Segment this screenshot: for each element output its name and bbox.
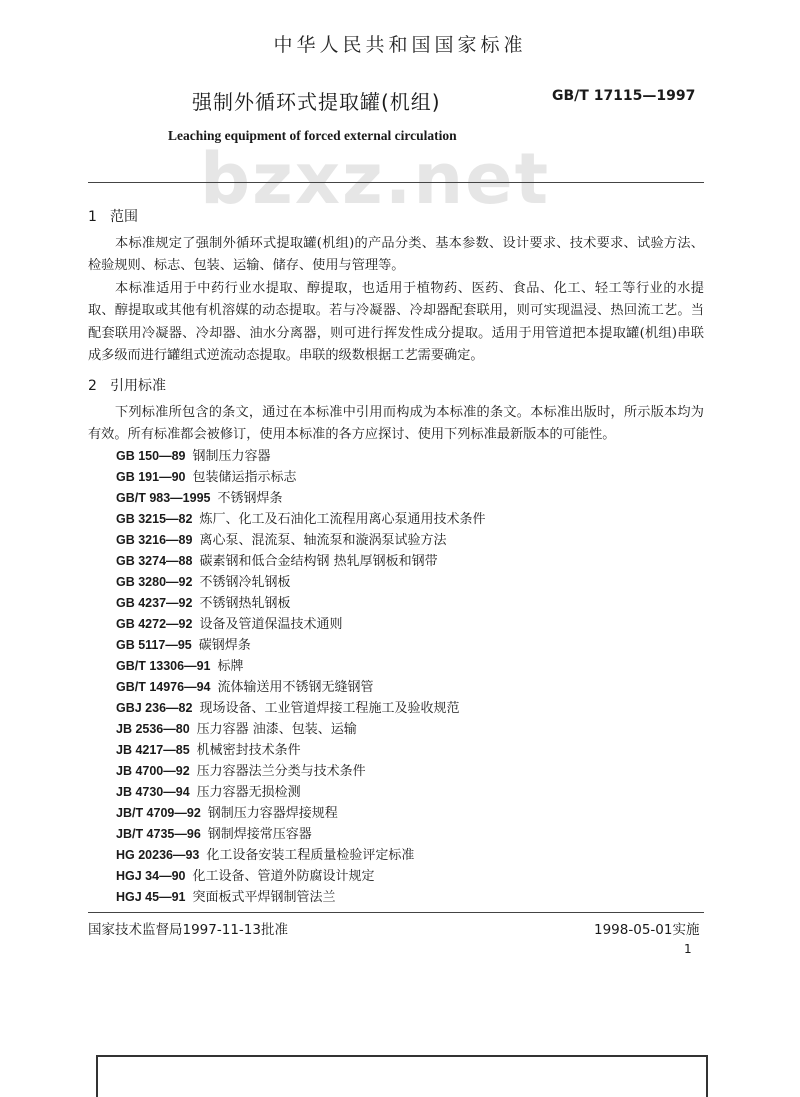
reference-name: 钢制压力容器	[192, 449, 271, 464]
reference-code: HGJ 34—90	[116, 869, 186, 883]
references-intro-paragraph: 下列标准所包含的条文，通过在本标准中引用而构成为本标准的条文。本标准出版时，所示版本均为有效。所有标准都会被修订，使用本标准的各方应探讨、使用下列标准最新版本的可能性。	[88, 405, 704, 443]
list-item	[116, 761, 485, 782]
reference-name: 突面板式平焊钢制管法兰	[192, 890, 336, 905]
list-item	[116, 656, 485, 677]
document-title-english: Leaching equipment of forced external circulation	[168, 128, 457, 143]
reference-name: 流体输送用不锈钢无缝钢管	[217, 680, 374, 695]
list-item	[116, 698, 485, 719]
reference-name: 化工设备、管道外防腐设计规定	[192, 869, 375, 884]
section-number: 1	[88, 209, 97, 225]
reference-code: GB 3274—88	[116, 554, 193, 568]
reference-name: 不锈钢焊条	[217, 491, 283, 506]
page-number: 1	[684, 942, 692, 956]
reference-code: GB/T 983—1995	[116, 491, 211, 505]
reference-name: 不锈钢冷轧钢板	[199, 575, 291, 590]
list-item	[116, 467, 485, 488]
reference-code: HG 20236—93	[116, 848, 200, 862]
reference-code: JB 4700—92	[116, 764, 190, 778]
section-heading-references	[88, 375, 166, 395]
reference-code: JB 2536—80	[116, 722, 190, 736]
list-item	[116, 614, 485, 635]
reference-code: JB/T 4735—96	[116, 827, 201, 841]
footer-divider	[88, 912, 704, 913]
reference-name: 炼厂、化工及石油化工流程用离心泵通用技术条件	[199, 512, 486, 527]
country-standard-title: 中华人民共和国国家标准	[273, 34, 527, 56]
list-item	[116, 887, 485, 908]
list-item	[116, 782, 485, 803]
section-heading-scope	[88, 206, 138, 226]
reference-name: 压力容器无损检测	[196, 785, 301, 800]
reference-code: GB/T 13306—91	[116, 659, 211, 673]
reference-name: 现场设备、工业管道焊接工程施工及验收规范	[199, 701, 460, 716]
list-item	[116, 866, 485, 887]
reference-code: GBJ 236—82	[116, 701, 193, 715]
list-item	[116, 719, 485, 740]
reference-name: 包装储运指示标志	[192, 470, 297, 485]
reference-code: JB 4730—94	[116, 785, 190, 799]
scope-paragraph-1: 本标准规定了强制外循环式提取罐(机组)的产品分类、基本参数、设计要求、技术要求、试验方法、检验规则、标志、包装、运输、储存、使用与管理等。	[88, 236, 704, 274]
list-item	[116, 635, 485, 656]
section-title: 范围	[110, 209, 138, 225]
standard-number: GB/T 17115—1997	[552, 88, 696, 104]
reference-name: 碳素钢和低合金结构钢 热轧厚钢板和钢带	[199, 554, 438, 569]
header-divider	[88, 182, 704, 183]
list-item	[116, 593, 485, 614]
list-item	[116, 551, 485, 572]
reference-name: 压力容器法兰分类与技术条件	[196, 764, 366, 779]
effective-date: 1998-05-01实施	[594, 922, 700, 938]
reference-code: JB/T 4709—92	[116, 806, 201, 820]
reference-name: 机械密封技术条件	[196, 743, 301, 758]
list-item	[116, 530, 485, 551]
reference-name: 压力容器 油漆、包装、运输	[196, 722, 357, 737]
reference-code: JB 4217—85	[116, 743, 190, 757]
reference-code: HGJ 45—91	[116, 890, 186, 904]
list-item	[116, 824, 485, 845]
reference-name: 钢制焊接常压容器	[207, 827, 312, 842]
reference-name: 设备及管道保温技术通则	[199, 617, 343, 632]
reference-name: 不锈钢热轧钢板	[199, 596, 291, 611]
list-item	[116, 488, 485, 509]
scope-paragraph-2: 本标准适用于中药行业水提取、醇提取，也适用于植物药、医药、食品、化工、轻工等行业的水提取、醇提取或其他有机溶媒的动态提取。若与冷凝器、冷却器配套联用，则可实现温浸、热回流工艺。当配套联用冷凝器、冷却器、油水分离器，则可进行挥发性成分提取。适用于用管道把本提取罐(机组)串联成多级而进行罐组式逆流动态提取。串联的级数根据工艺需要确定。	[88, 281, 704, 363]
reference-code: GB 4237—92	[116, 596, 193, 610]
list-item	[116, 677, 485, 698]
reference-code: GB 191—90	[116, 470, 186, 484]
list-item	[116, 572, 485, 593]
reference-name: 离心泵、混流泵、轴流泵和漩涡泵试验方法	[199, 533, 447, 548]
approval-date: 国家技术监督局1997-11-13批准	[88, 922, 288, 938]
list-item	[116, 446, 485, 467]
list-item	[116, 845, 485, 866]
reference-name: 化工设备安装工程质量检验评定标准	[206, 848, 415, 863]
reference-code: GB/T 14976—94	[116, 680, 211, 694]
list-item	[116, 803, 485, 824]
watermark: bzxz.net	[200, 138, 551, 220]
reference-list	[116, 446, 485, 908]
reference-code: GB 3280—92	[116, 575, 193, 589]
section-number: 2	[88, 378, 97, 394]
list-item	[116, 509, 485, 530]
reference-name: 钢制压力容器焊接规程	[207, 806, 338, 821]
reference-name: 标牌	[217, 659, 244, 674]
reference-code: GB 3216—89	[116, 533, 193, 547]
reference-code: GB 4272—92	[116, 617, 193, 631]
list-item	[116, 740, 485, 761]
reference-code: GB 5117—95	[116, 638, 192, 652]
section-title: 引用标准	[110, 378, 166, 394]
reference-code: GB 150—89	[116, 449, 186, 463]
reference-name: 碳钢焊条	[198, 638, 251, 653]
document-title-chinese: 强制外循环式提取罐(机组)	[192, 90, 441, 114]
reference-code: GB 3215—82	[116, 512, 193, 526]
next-page-frame	[96, 1055, 708, 1097]
